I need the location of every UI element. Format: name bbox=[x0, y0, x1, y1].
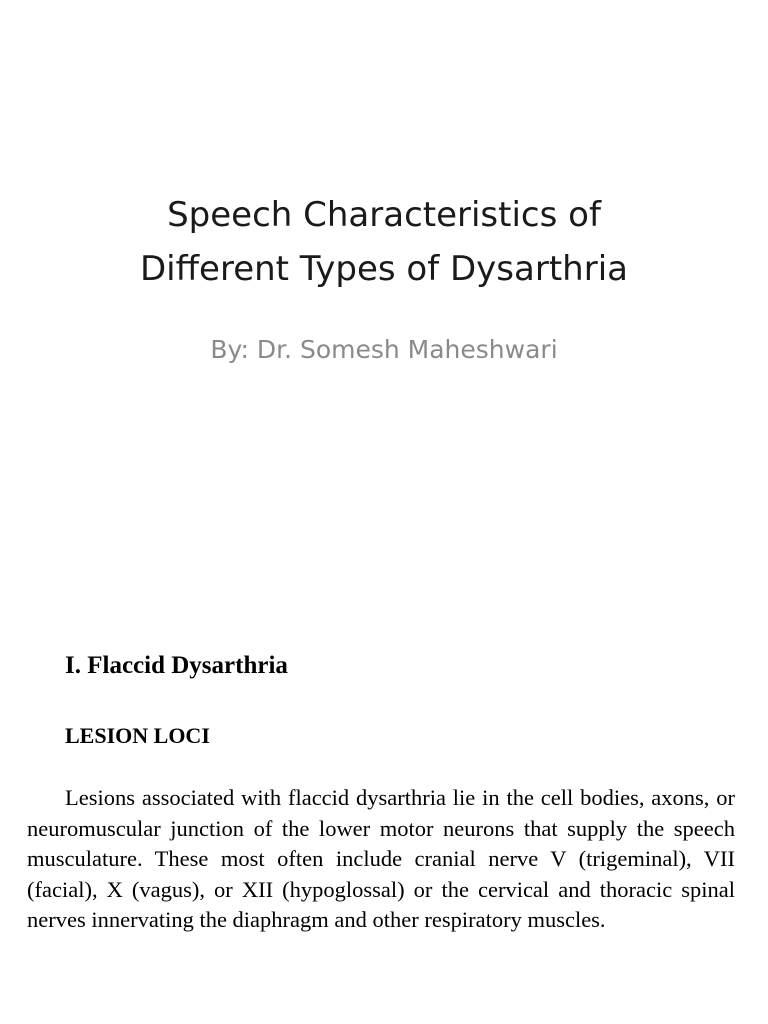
slide-title bbox=[40, 188, 728, 296]
slide-title-line-1: Speech Characteristics of bbox=[167, 195, 601, 235]
slide-subtitle: By: Dr. Somesh Maheshwari bbox=[210, 335, 558, 364]
slide-title-line-2: Different Types of Dysarthria bbox=[140, 249, 628, 289]
sub-heading: LESION LOCI bbox=[65, 723, 210, 748]
body-paragraph: Lesions associated with flaccid dysarthria lie in the cell bodies, axons, or neuromuscular junction of the lower motor neurons that supply the speech musculature. These most often include cranial nerve V (trigeminal), VII (facial), X (vagus), or XII (hypoglossal) or the cervical and thoracic spinal nerves innervating the diaphragm and other respiratory muscles. bbox=[27, 785, 735, 933]
section-heading: I. Flaccid Dysarthria bbox=[65, 652, 288, 679]
document-page bbox=[0, 620, 768, 1024]
